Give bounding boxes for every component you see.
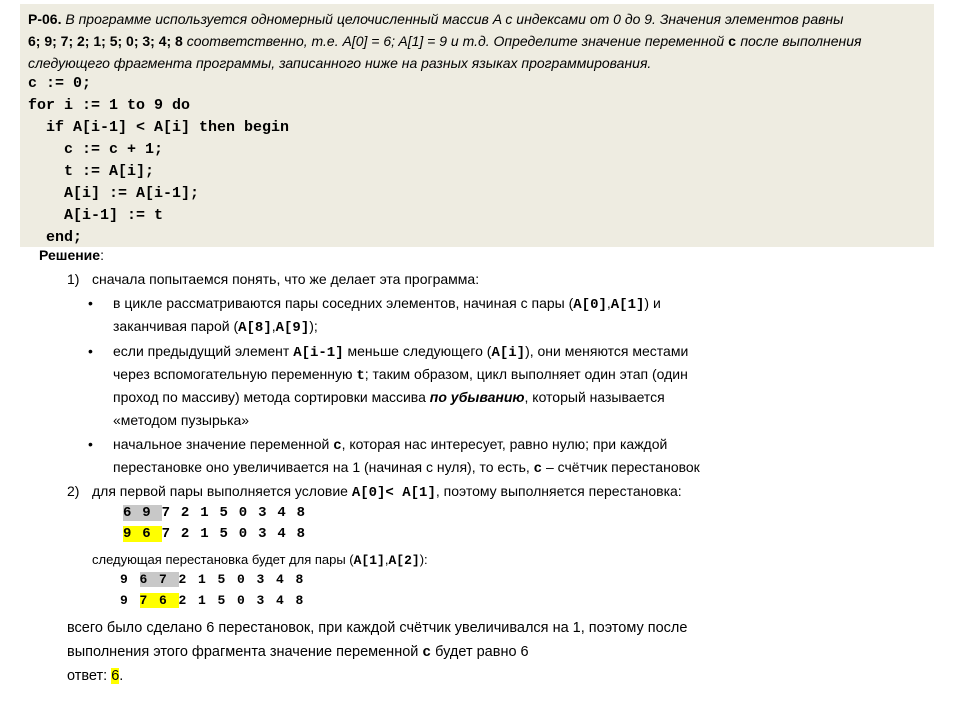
code-line: A[i] := A[i-1]; [28, 185, 200, 202]
array-cell: 0 [237, 593, 245, 608]
array-cell: 5 [217, 593, 226, 608]
array-cell: 1 [198, 593, 206, 608]
bullet-2-line-2: через вспомогательную переменную t; таким образом, цикл выполняет один этап (один [113, 366, 688, 384]
code-line: for i := 1 to 9 do [28, 97, 191, 114]
array-cell: 7 [161, 505, 170, 521]
task-line-1: Р-06. В программе используется одномерный целочисленный массив A с индексами от 0 до 9. Значения элементов равны [28, 11, 844, 27]
step-2-number: 2) [67, 483, 80, 499]
array-cell: 1 [200, 505, 209, 521]
next-swap-text: следующая перестановка будет для пары (A[1],A[2]): [92, 552, 428, 568]
total-line-2: выполнения этого фрагмента значение переменной c будет равно 6 [67, 644, 529, 661]
bullet-2-line-1: если предыдущий элемент A[i-1] меньше следующего (A[i]), они меняются местами [113, 343, 689, 361]
array-cell: 2 [180, 526, 190, 542]
array-cell: 5 [219, 526, 228, 542]
bullet-3-line-2: перестановке оно увеличивается на 1 (начиная с нуля), то есть, c – счётчик перестановок [113, 459, 700, 477]
array-cell: 9 [142, 505, 151, 521]
array-cell: 9 [120, 593, 128, 608]
code-line: end; [28, 229, 83, 246]
task-line-2: 6; 9; 7; 2; 1; 5; 0; 3; 4; 8 соответственно, т.е. A[0] = 6; A[1] = 9 и т.д. Определите значение переменной c после выполнения [28, 33, 862, 51]
code-line: t := A[i]; [28, 163, 155, 180]
array-cell: 8 [296, 505, 306, 521]
array-cell: 8 [295, 593, 304, 608]
array-cell: 0 [238, 505, 248, 521]
bullet-2-line-4: «методом пузырька» [113, 412, 250, 428]
step-2-text: для первой пары выполняется условие A[0]< A[1], поэтому выполняется перестановка: [92, 483, 682, 501]
array-row-before-swap-1 [123, 505, 316, 521]
total-line-1: всего было сделано 6 перестановок, при каждой счётчик увеличивался на 1, поэтому после [67, 620, 688, 636]
code-line: A[i-1] := t [28, 207, 164, 224]
array-cell: 3 [256, 572, 265, 587]
array-cell: 4 [276, 572, 284, 587]
array-row-before-swap-2 [120, 572, 315, 587]
task-label: Р-06. [28, 11, 62, 27]
array-cell: 6 [159, 593, 167, 608]
task-values: 6; 9; 7; 2; 1; 5; 0; 3; 4; 8 [28, 33, 183, 49]
array-cell: 6 [142, 526, 151, 542]
bullet-1-line-2: заканчивая парой (A[8],A[9]); [113, 318, 318, 336]
bullet-icon: • [88, 436, 93, 452]
solution-heading: Решение: [39, 247, 104, 263]
array-cell: 3 [256, 593, 265, 608]
array-cell: 4 [277, 505, 286, 521]
answer-line: ответ: 6. [67, 668, 124, 684]
answer-value: 6 [111, 668, 120, 684]
array-cell: 2 [178, 572, 187, 587]
array-cell: 2 [178, 593, 187, 608]
array-cell: 3 [258, 526, 267, 542]
array-cell: 6 [139, 572, 148, 587]
code-line: if A[i-1] < A[i] then begin [28, 119, 290, 136]
task-line-3: следующего фрагмента программы, записанного ниже на разных языках программирования. [28, 55, 652, 71]
array-row-after-swap-1 [123, 526, 316, 542]
array-cell: 8 [295, 572, 304, 587]
array-cell: 7 [139, 593, 148, 608]
array-cell: 5 [219, 505, 228, 521]
bullet-2-line-3: проход по массиву) метода сортировки массива по убыванию, который называется [113, 389, 665, 405]
bullet-icon: • [88, 343, 93, 359]
array-cell: 6 [123, 505, 132, 521]
bullet-icon: • [88, 295, 93, 311]
array-cell: 7 [159, 572, 167, 587]
array-cell: 0 [238, 526, 248, 542]
array-cell: 5 [217, 572, 226, 587]
array-cell: 1 [198, 572, 206, 587]
array-cell: 2 [180, 505, 190, 521]
array-cell: 8 [296, 526, 306, 542]
array-cell: 1 [200, 526, 209, 542]
array-cell: 9 [123, 526, 132, 542]
array-row-after-swap-2 [120, 593, 315, 608]
bullet-3-line-1: начальное значение переменной c, которая нас интересует, равно нулю; при каждой [113, 436, 668, 454]
array-cell: 4 [276, 593, 284, 608]
array-cell: 9 [120, 572, 128, 587]
array-cell: 0 [237, 572, 245, 587]
array-cell: 4 [277, 526, 286, 542]
array-cell: 7 [161, 526, 170, 542]
step-1-text: сначала попытаемся понять, что же делает эта программа: [92, 271, 480, 287]
step-1-number: 1) [67, 271, 80, 287]
code-line: c := c + 1; [28, 141, 164, 158]
code-line: c := 0; [28, 75, 92, 92]
bullet-1-line-1: в цикле рассматриваются пары соседних элементов, начиная с пары (A[0],A[1]) и [113, 295, 661, 313]
array-cell: 3 [258, 505, 267, 521]
